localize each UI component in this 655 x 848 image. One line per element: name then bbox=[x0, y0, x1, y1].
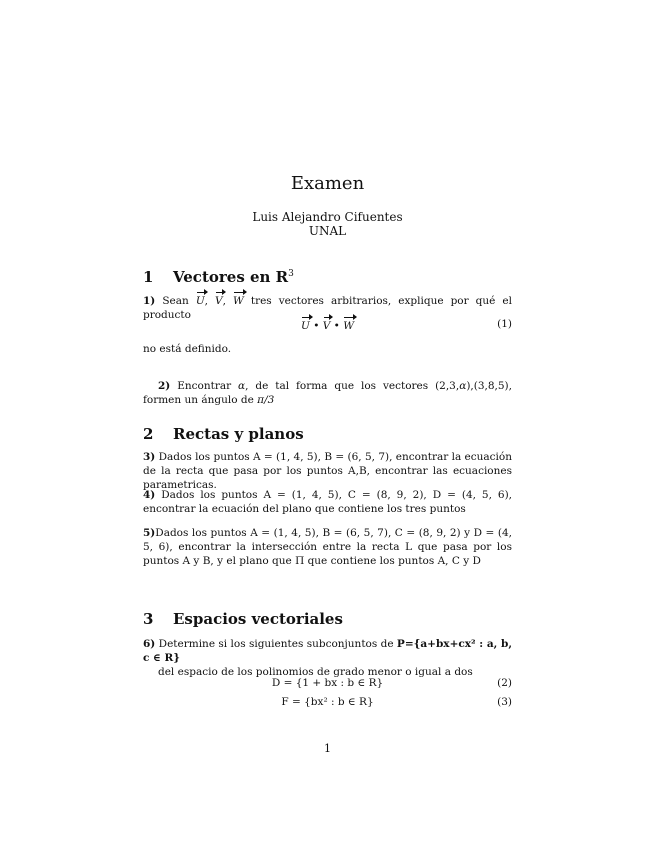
section-title: Vectores en R bbox=[173, 268, 289, 286]
question-label: 4) bbox=[143, 489, 156, 501]
equation-2 bbox=[143, 676, 512, 692]
question-3 bbox=[143, 450, 512, 492]
question-2 bbox=[143, 379, 512, 407]
vector-u: U bbox=[301, 317, 310, 333]
question-label: 3) bbox=[143, 451, 156, 463]
page-number: 1 bbox=[324, 742, 331, 755]
institution: UNAL bbox=[308, 224, 347, 238]
question-text: Dados los puntos A = (1, 4, 5), B = (6, 5, 7), C = (8, 9, 2) y D = (4, 5, 6), encontrar la intersección entre la recta L que pasa por los puntos A y B, y el plano que Π que contiene los puntos A, C y D bbox=[143, 527, 512, 567]
question-text: , de tal forma que los vectores (2,3, bbox=[245, 380, 460, 392]
question-label: 2) bbox=[158, 380, 171, 392]
polynomial-set: P={a+bx+cx² : a, b, c ∈ R} bbox=[143, 638, 513, 664]
document-title: Examen bbox=[290, 173, 365, 194]
section-heading-1 bbox=[143, 265, 294, 286]
question-4 bbox=[143, 488, 512, 516]
question-6 bbox=[143, 637, 512, 679]
question-text: tres vectores arbitrarios, explique por qué el producto bbox=[143, 295, 512, 321]
question-text: Encontrar bbox=[177, 380, 232, 392]
equation-body: D = {1 + bx : b ∈ R} bbox=[271, 677, 384, 689]
equation-3 bbox=[143, 695, 512, 711]
section-number: 2 bbox=[143, 425, 154, 443]
vector-u: U bbox=[196, 292, 205, 308]
question-text: Dados los puntos A = (1, 4, 5), C = (8, 9, 2), D = (4, 5, 6), encontrar la ecuación del plano que contiene los tres puntos bbox=[143, 489, 513, 515]
vector-w: W bbox=[233, 292, 244, 308]
equation-tag: (2) bbox=[497, 677, 512, 689]
alpha-symbol: α bbox=[238, 380, 246, 392]
equation-body: F = {bx² : b ∈ R} bbox=[281, 696, 374, 708]
equation-1 bbox=[143, 317, 512, 333]
equation-body: U • V • W bbox=[143, 317, 512, 333]
vector-w: W bbox=[343, 317, 354, 333]
equation-tag: (1) bbox=[497, 318, 512, 330]
section-heading-3 bbox=[143, 610, 343, 628]
section-number: 3 bbox=[143, 610, 154, 628]
question-text: Sean bbox=[162, 295, 189, 307]
section-title: Espacios vectoriales bbox=[173, 610, 343, 628]
question-text: Determine si los siguientes subconjuntos de bbox=[158, 638, 394, 650]
question-text: Dados los puntos A = (1, 4, 5), B = (6, 5, 7), encontrar la ecuación de la recta que pasa por los puntos A,B, encontrar las ecuaciones parametricas. bbox=[143, 451, 512, 491]
question-1-conclusion: no está definido. bbox=[143, 343, 232, 355]
section-heading-2 bbox=[143, 425, 304, 443]
question-text: del espacio de los polinomios de grado menor o igual a dos bbox=[158, 666, 473, 678]
angle-value: π/3 bbox=[257, 394, 275, 406]
vector-v: V bbox=[323, 317, 331, 333]
section-number: 1 bbox=[143, 268, 154, 286]
vector-v: V bbox=[215, 292, 223, 308]
question-5 bbox=[143, 526, 512, 568]
equation-tag: (3) bbox=[497, 696, 512, 708]
question-1: 1) Sean U, V, W tres vectores arbitrarios, explique por qué el producto bbox=[143, 292, 512, 322]
alpha-symbol: α bbox=[459, 380, 467, 392]
section-title: Rectas y planos bbox=[173, 425, 304, 443]
question-label: 1) bbox=[143, 295, 156, 307]
question-text: ),(3,8,5), formen un ángulo de bbox=[143, 380, 512, 406]
question-label: 5) bbox=[143, 527, 156, 539]
question-label: 6) bbox=[143, 638, 156, 650]
author-name: Luis Alejandro Cifuentes bbox=[252, 210, 403, 224]
section-title-superscript: 3 bbox=[288, 269, 294, 279]
